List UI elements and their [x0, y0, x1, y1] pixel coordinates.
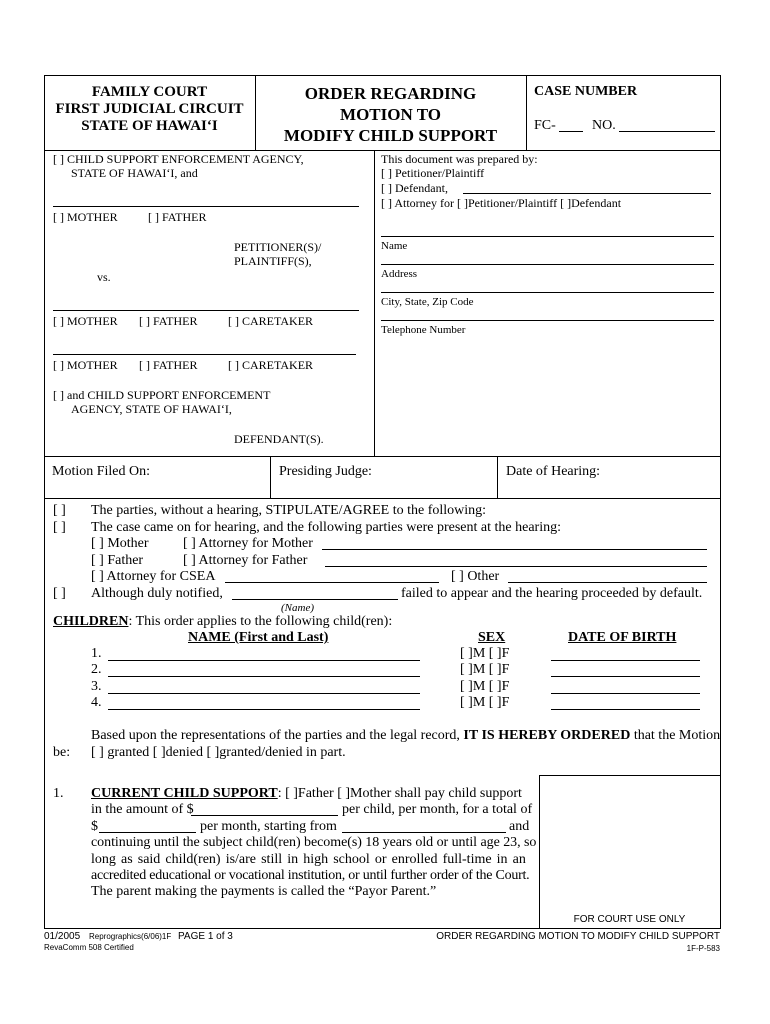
petitioner-father-checkbox[interactable]: [ ] FATHER: [148, 210, 207, 224]
footer-page: PAGE 1 of 3: [178, 931, 233, 942]
child-row-2-sex[interactable]: [ ]M [ ]F: [460, 662, 510, 677]
defendant1-name-field[interactable]: [53, 310, 359, 311]
telephone-label: Telephone Number: [381, 324, 466, 336]
footer-revacomm: RevaComm 508 Certified: [44, 943, 134, 952]
section1-line3c: and: [509, 819, 530, 834]
telephone-field[interactable]: [381, 320, 714, 321]
footer-title: ORDER REGARDING MOTION TO MODIFY CHILD SUPPORT: [436, 931, 720, 942]
header-divider-2: [526, 75, 527, 151]
prepared-by-heading: This document was prepared by:: [381, 152, 538, 166]
stipulate-checkbox[interactable]: [ ]: [53, 503, 66, 518]
section1-line3a: $: [91, 819, 98, 834]
court-state: STATE OF HAWAI‘I: [81, 118, 218, 134]
ordered-text: [91, 728, 720, 743]
child-row-3-num: 3.: [91, 679, 102, 694]
csea-defendant-line2: AGENCY, STATE OF HAWAI‘I,: [71, 402, 232, 416]
case-no-field[interactable]: [619, 131, 715, 132]
section1-line1: [91, 786, 522, 801]
section1-number: 1.: [53, 786, 64, 801]
child-row-2-dob[interactable]: [551, 676, 700, 677]
defendant1-caretaker-checkbox[interactable]: [ ] CARETAKER: [228, 314, 314, 328]
failed-text: failed to appear and the hearing proceeded by default.: [401, 586, 703, 601]
document-title-line3: MODIFY CHILD SUPPORT: [283, 126, 498, 145]
section1-heading: CURRENT CHILD SUPPORT: [91, 786, 278, 801]
present-atty-father-checkbox[interactable]: [ ] Attorney for Father: [183, 553, 308, 568]
child-row-4-num: 4.: [91, 695, 102, 710]
no-label: NO.: [592, 118, 616, 133]
total-amount-field[interactable]: [99, 832, 196, 833]
child-row-4-sex[interactable]: [ ]M [ ]F: [460, 695, 510, 710]
fc-field[interactable]: [559, 131, 583, 132]
document-title-line1: ORDER REGARDING: [304, 84, 477, 103]
motion-filed-label[interactable]: Motion Filed On:: [52, 464, 151, 479]
petitioner-mother-checkbox[interactable]: [ ] MOTHER: [53, 210, 118, 224]
col-dob-header: DATE OF BIRTH: [568, 630, 677, 645]
address-label: Address: [381, 268, 418, 280]
stipulate-text: The parties, without a hearing, STIPULATE/AGREE to the following:: [91, 503, 487, 518]
child-row-4-name[interactable]: [108, 709, 420, 710]
right-border: [720, 151, 721, 456]
defendant2-father-checkbox[interactable]: [ ] FATHER: [139, 358, 198, 372]
left-border: [44, 151, 45, 456]
prepared-defendant-field[interactable]: [463, 193, 711, 194]
defendant1-father-checkbox[interactable]: [ ] FATHER: [139, 314, 198, 328]
court-use-top: [539, 775, 720, 776]
prepared-petitioner-checkbox[interactable]: [ ] Petitioner/Plaintiff: [381, 166, 485, 180]
section1-line3b: per month, starting from: [200, 819, 337, 834]
name-field[interactable]: [381, 236, 714, 237]
parties-divider: [374, 151, 375, 456]
child-row-1-dob[interactable]: [551, 660, 700, 661]
csea-party-line1: [ ] CHILD SUPPORT ENFORCEMENT AGENCY,: [53, 152, 304, 166]
ordered-text-c: that the Motion: [633, 728, 721, 743]
other-field[interactable]: [508, 582, 707, 583]
body-bottom-border: [44, 928, 721, 929]
amount-per-child-field[interactable]: [191, 815, 338, 816]
atty-father-field[interactable]: [325, 566, 707, 567]
body-left-border: [44, 499, 45, 929]
atty-mother-field[interactable]: [322, 549, 707, 550]
present-atty-csea-checkbox[interactable]: [ ] Attorney for CSEA: [91, 569, 216, 584]
child-row-1-num: 1.: [91, 646, 102, 661]
presiding-judge-label[interactable]: Presiding Judge:: [279, 464, 372, 479]
section1-line4: continuing until the subject child(ren) become(s) 18 years old or until age 23, so: [91, 835, 537, 850]
atty-csea-field[interactable]: [225, 582, 439, 583]
section1-payor-options[interactable]: : [ ]Father [ ]Mother shall pay child support: [277, 786, 522, 801]
body-right-border: [720, 499, 721, 929]
footer-form-number: 1F-P-583: [686, 944, 720, 953]
hearing-text: The case came on for hearing, and the following parties were present at the hearing:: [91, 520, 561, 535]
footer-repro: Reprographics(6/06)1F: [89, 932, 172, 941]
hearing-checkbox[interactable]: [ ]: [53, 520, 66, 535]
start-date-field[interactable]: [342, 832, 506, 833]
children-label: CHILDREN: [53, 614, 129, 629]
child-row-3-sex[interactable]: [ ]M [ ]F: [460, 679, 510, 694]
col-sex-header: SEX: [478, 630, 506, 645]
address-field[interactable]: [381, 264, 714, 265]
present-other-checkbox[interactable]: [ ] Other: [451, 569, 500, 584]
defendant1-mother-checkbox[interactable]: [ ] MOTHER: [53, 314, 118, 328]
city-state-zip-label: City, State, Zip Code: [381, 296, 474, 308]
city-field[interactable]: [381, 292, 714, 293]
defendants-label: DEFENDANT(S).: [234, 432, 324, 446]
case-number-label: CASE NUMBER: [534, 84, 638, 99]
ordered-text-b: IT IS HEREBY ORDERED: [463, 728, 631, 743]
versus-label: vs.: [97, 270, 111, 284]
child-row-3-name[interactable]: [108, 693, 420, 694]
petitioner-name-field[interactable]: [53, 206, 359, 207]
children-intro-text: : This order applies to the following child(ren):: [128, 614, 393, 629]
petitioner-label-1: PETITIONER(S)/: [234, 240, 322, 254]
notified-text: Although duly notified,: [91, 586, 223, 601]
ordered-text-a: Based upon the representations of the parties and the legal record,: [91, 728, 460, 743]
child-row-4-dob[interactable]: [551, 709, 700, 710]
section1-line7: The parent making the payments is called the “Payor Parent.”: [91, 884, 437, 899]
petitioner-label-2: PLAINTIFF(S),: [234, 254, 312, 268]
court-use-divider: [539, 775, 540, 928]
name-caption: (Name): [281, 602, 314, 614]
info-divider-2: [497, 456, 498, 499]
prepared-defendant-checkbox[interactable]: [ ] Defendant,: [381, 181, 448, 195]
defendant2-caretaker-checkbox[interactable]: [ ] CARETAKER: [228, 358, 314, 372]
default-checkbox[interactable]: [ ]: [53, 586, 66, 601]
section1-line6: accredited educational or vocational institution, or until further order of the Court.: [91, 868, 530, 883]
date-of-hearing-label[interactable]: Date of Hearing:: [506, 464, 601, 479]
fc-label: FC-: [534, 118, 556, 133]
child-row-2-name[interactable]: [108, 676, 420, 677]
children-intro: [53, 614, 392, 629]
absent-party-field[interactable]: [232, 599, 398, 600]
document-title-line2: MOTION TO: [340, 105, 441, 124]
section1-line5: long as said child(ren) is/are still in high school or enrolled full-time in an: [91, 852, 526, 867]
defendant2-mother-checkbox[interactable]: [ ] MOTHER: [53, 358, 118, 372]
name-label: Name: [381, 240, 408, 252]
defendant2-name-field[interactable]: [53, 354, 356, 355]
court-use-label: FOR COURT USE ONLY: [573, 914, 686, 925]
child-row-2-num: 2.: [91, 662, 102, 677]
csea-party-line2: STATE OF HAWAI‘I, and: [71, 166, 198, 180]
be-label: be:: [53, 745, 71, 760]
prepared-attorney-checkbox[interactable]: [ ] Attorney for [ ]Petitioner/Plaintiff [ ]Defendant: [381, 196, 622, 210]
col-name-header: NAME (First and Last): [188, 630, 329, 645]
court-circuit: FIRST JUDICIAL CIRCUIT: [55, 101, 244, 117]
present-father-checkbox[interactable]: [ ] Father: [91, 553, 144, 568]
ruling-options[interactable]: [ ] granted [ ]denied [ ]granted/denied in part.: [91, 745, 346, 760]
csea-defendant-line1[interactable]: [ ] and CHILD SUPPORT ENFORCEMENT: [53, 388, 271, 402]
section1-line2b: per child, per month, for a total of: [342, 802, 533, 817]
child-row-1-name[interactable]: [108, 660, 420, 661]
footer-date: 01/2005: [44, 931, 81, 942]
section1-line2a: in the amount of $: [91, 802, 194, 817]
child-row-3-dob[interactable]: [551, 693, 700, 694]
info-divider-1: [270, 456, 271, 499]
present-mother-checkbox[interactable]: [ ] Mother: [91, 536, 149, 551]
court-name: FAMILY COURT: [91, 84, 208, 100]
child-row-1-sex[interactable]: [ ]M [ ]F: [460, 646, 510, 661]
present-atty-mother-checkbox[interactable]: [ ] Attorney for Mother: [183, 536, 313, 551]
